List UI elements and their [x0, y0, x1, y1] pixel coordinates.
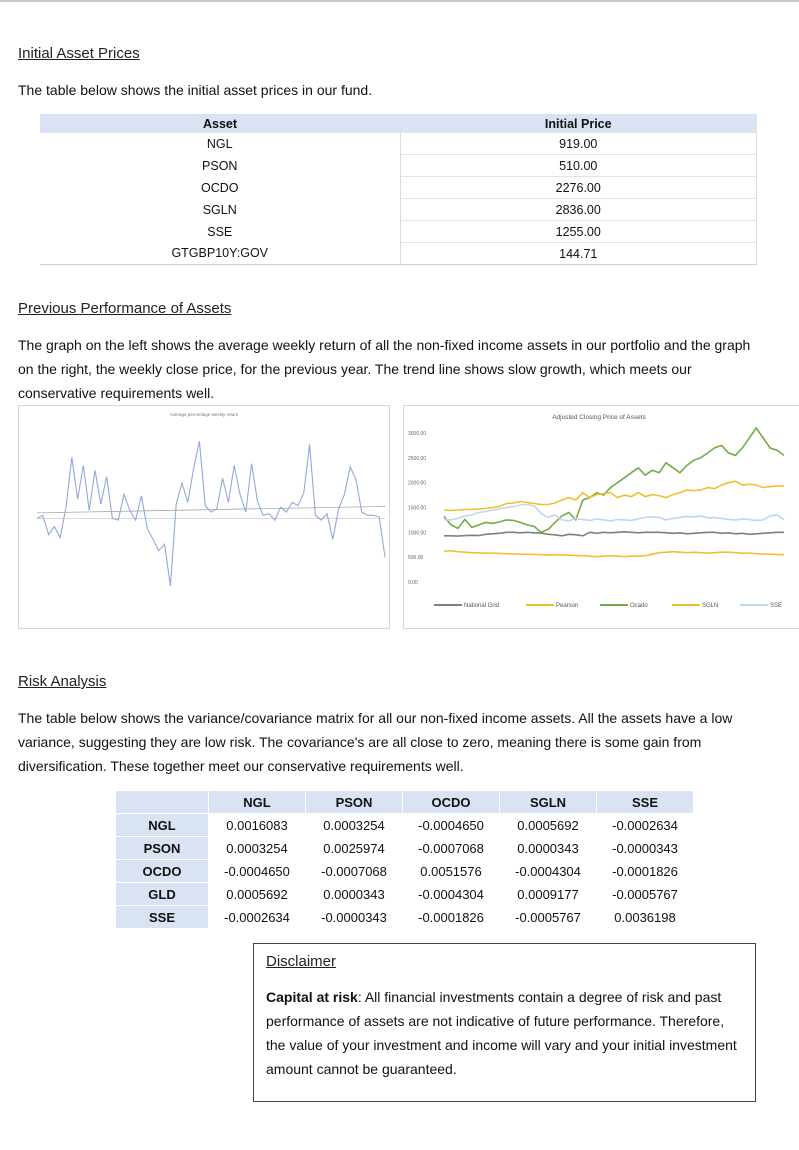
y-tick-label: 0.00 — [408, 580, 418, 586]
cov-cell: -0.0007068 — [403, 837, 500, 860]
y-tick-label: 500.00 — [408, 555, 424, 562]
cov-cell: -0.0004650 — [209, 860, 306, 883]
table-row — [40, 177, 757, 199]
initial-prices-heading: Initial Asset Prices — [18, 45, 140, 62]
cov-corner-cell — [116, 791, 209, 814]
table-row — [116, 814, 694, 837]
asset-column-header: Asset — [40, 114, 400, 133]
y-tick-label: 3000.00 — [408, 431, 427, 437]
chart-title: Average percentage weekly return — [169, 412, 239, 417]
series-line — [444, 428, 784, 532]
chart-title: Adjusted Closing Price of Assets — [552, 414, 646, 421]
cov-cell: 0.0051576 — [403, 860, 500, 883]
cov-cell: -0.0000343 — [597, 837, 694, 860]
cov-cell: -0.0007068 — [306, 860, 403, 883]
table-row — [116, 860, 694, 883]
table-row — [40, 133, 757, 155]
asset-price: 144.71 — [400, 243, 757, 265]
asset-name: SSE — [207, 224, 233, 239]
asset-price: 2836.00 — [400, 199, 757, 221]
cov-cell: -0.0005767 — [597, 883, 694, 906]
disclaimer-title: Disclaimer — [266, 953, 337, 970]
disclaimer-box — [253, 943, 756, 1102]
cov-cell: 0.0000343 — [500, 837, 597, 860]
cov-cell: -0.0004304 — [500, 860, 597, 883]
prices-header-row — [40, 114, 757, 133]
table-row — [40, 221, 757, 243]
cov-cell: -0.0004650 — [403, 814, 500, 837]
asset-name: SGLN — [202, 202, 237, 217]
cov-cell: -0.0004304 — [403, 883, 500, 906]
cov-cell: 0.0009177 — [500, 883, 597, 906]
legend-label: National Grid — [464, 603, 500, 609]
legend-label: Pearson — [556, 603, 579, 609]
cov-cell: 0.0005692 — [500, 814, 597, 837]
asset-name: GTGBP10Y:GOV — [40, 243, 400, 265]
initial-prices-table — [40, 114, 757, 265]
covariance-matrix-table — [115, 790, 694, 929]
performance-text: The graph on the left shows the average weekly return of all the non-fixed income assets in our portfolio and the graph on the right, the weekly close price, for the previous year. The trend line shows slow growth, which meets our conservative requirements well. — [18, 337, 751, 401]
table-row — [116, 906, 694, 929]
disclaimer-bold-lead: Capital at risk — [266, 989, 358, 1005]
asset-name: PSON — [202, 158, 238, 173]
legend-label: SGLN — [702, 603, 719, 609]
y-tick-label: 1500.00 — [408, 505, 427, 512]
cov-column-header: OCDO — [403, 791, 500, 814]
cov-header-row — [116, 791, 694, 814]
cov-column-header: PSON — [306, 791, 403, 814]
series-line — [444, 551, 784, 557]
cov-cell: -0.0000343 — [306, 906, 403, 929]
cov-cell: -0.0001826 — [403, 906, 500, 929]
disclaimer-text: : All financial investments contain a degree of risk and past performance of assets are not indicative of future performance. Therefore, the value of your investment and income will vary and your initial investment amount cannot be guaranteed. — [266, 989, 737, 1077]
y-tick-label: 1000.00 — [408, 530, 427, 537]
y-tick-label: 2000.00 — [408, 480, 427, 487]
disclaimer-body — [266, 985, 746, 1081]
cov-row-header: GLD — [116, 883, 209, 906]
cov-row-header: OCDO — [116, 860, 209, 883]
cov-cell: 0.0003254 — [209, 837, 306, 860]
legend-label: Ocado — [630, 603, 648, 609]
asset-name: OCDO — [201, 180, 239, 195]
series-line — [444, 532, 784, 536]
table-row — [40, 243, 757, 265]
cov-cell: 0.0025974 — [306, 837, 403, 860]
table-row — [116, 883, 694, 906]
asset-price: 919.00 — [400, 133, 757, 155]
cov-column-header: SGLN — [500, 791, 597, 814]
asset-price: 2276.00 — [400, 177, 757, 199]
closing-price-chart-svg — [404, 406, 799, 628]
table-row — [40, 155, 757, 177]
cov-column-header: SSE — [597, 791, 694, 814]
closing-price-chart — [403, 405, 799, 629]
asset-price: 510.00 — [400, 155, 757, 177]
weekly-return-series-line — [37, 441, 385, 586]
table-row — [40, 199, 757, 221]
risk-heading: Risk Analysis — [18, 673, 107, 690]
asset-price: 1255.00 — [400, 221, 757, 243]
cov-cell: -0.0005767 — [500, 906, 597, 929]
page-top-rule — [0, 0, 799, 2]
cov-row-header: PSON — [116, 837, 209, 860]
cov-row-header: NGL — [116, 814, 209, 837]
performance-heading: Previous Performance of Assets — [18, 300, 232, 317]
cov-cell: 0.0016083 — [209, 814, 306, 837]
cov-column-header: NGL — [209, 791, 306, 814]
cov-cell: -0.0002634 — [597, 814, 694, 837]
asset-name: NGL — [206, 136, 233, 151]
cov-cell: 0.0005692 — [209, 883, 306, 906]
y-tick-label: 2500.00 — [408, 455, 427, 462]
legend-label: SSE — [770, 603, 783, 609]
initial-prices-intro: The table below shows the initial asset prices in our fund. — [18, 82, 373, 98]
weekly-return-chart — [18, 405, 390, 629]
cov-cell: 0.0036198 — [597, 906, 694, 929]
table-row — [116, 837, 694, 860]
cov-cell: 0.0003254 — [306, 814, 403, 837]
cov-row-header: SSE — [116, 906, 209, 929]
cov-cell: -0.0002634 — [209, 906, 306, 929]
weekly-return-chart-svg — [19, 406, 389, 628]
cov-cell: 0.0000343 — [306, 883, 403, 906]
cov-cell: -0.0001826 — [597, 860, 694, 883]
risk-text: The table below shows the variance/covariance matrix for all our non-fixed income assets. All the assets have a low variance, suggesting they are low risk. The covariance's are all close to zero, meaning there is some gain from diversification. These together meet our conservative requirements well. — [18, 710, 733, 774]
price-column-header: Initial Price — [400, 114, 757, 133]
